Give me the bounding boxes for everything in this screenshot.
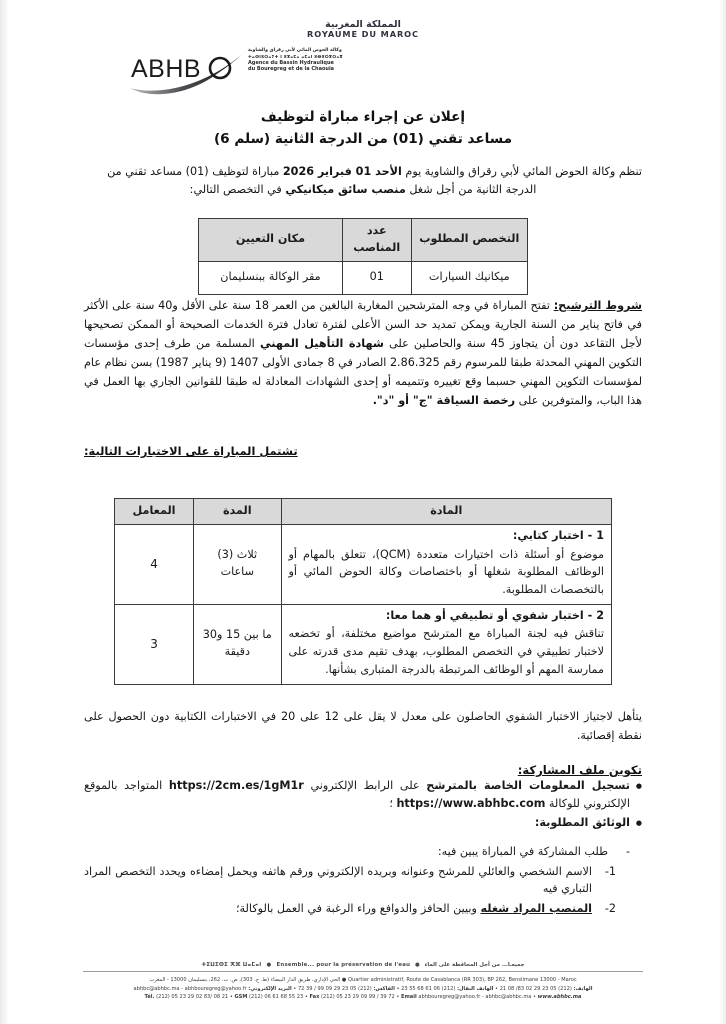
posts-col-count: عدد المناصب xyxy=(342,219,411,262)
bullet1-registration-label: تسجيل المعلومات الخاصة بالمترشح xyxy=(426,779,630,792)
list-item xyxy=(84,777,642,813)
kingdom-heading-french: ROYAUME DU MAROC xyxy=(307,29,419,40)
exams-cell-duration-1: ثلاث (3) ساعات xyxy=(194,524,281,604)
footer-email-label-ar: البريد الإلكتروني: xyxy=(248,985,292,992)
footer-contact-block xyxy=(63,976,663,1002)
posts-table-header-row xyxy=(199,219,528,262)
posts-col-location: مكان التعيين xyxy=(199,219,343,262)
bullet1-text-c: المتواجد بالموقع الإلكتروني للوكالة xyxy=(84,779,630,811)
intro-post: منصب سائق ميكانيكي xyxy=(285,183,406,197)
posts-cell-count: 01 xyxy=(342,261,411,294)
footer-email-label: Email xyxy=(401,994,417,1001)
conditions-paragraph xyxy=(84,296,642,410)
conditions-lead: شروط الترشيح: xyxy=(553,299,643,312)
posts-table xyxy=(198,218,528,295)
list-item xyxy=(84,843,642,861)
exams-cell-coefficient-1: 4 xyxy=(115,524,194,604)
required-documents-list xyxy=(84,843,642,920)
exams-cell-duration-2: ما بين 15 و30 دقيقة xyxy=(194,604,281,684)
bullet1-text-b: على الرابط الإلكتروني xyxy=(303,779,427,792)
footer-divider xyxy=(83,971,643,972)
intro-paragraph xyxy=(84,163,642,199)
list-item xyxy=(84,900,642,918)
footer-fax-label-ar: الفاكس: xyxy=(373,985,395,992)
footer-slogan-separator-2: ● xyxy=(266,961,272,968)
svg-text:ABHB: ABHB xyxy=(131,55,202,83)
footer-contact-latin-line: Tél. (212) 05 23 29 02 83/ 08 21 • GSM (212) 06 61 68 55 23 • Fax (212) 05 23 29 09 99 / 39 72 • Email abhbouregreg@yahoo.fr - abhbc@abhbc.ma • www.abhbc.ma xyxy=(144,994,582,1001)
registration-link[interactable]: https://2cm.es/1gM1r xyxy=(168,779,304,792)
file-section-title: تكوين ملف المشاركة: xyxy=(517,763,642,777)
footer-gsm-ar: (212) 06 61 68 55 23 xyxy=(401,985,456,992)
agency-logo xyxy=(128,44,378,102)
conditions-bold-certificate: شهادة التأهيل المهني xyxy=(259,337,384,351)
item-2-highlight: المنصب المراد شغله xyxy=(480,902,592,916)
footer-fax-label: Fax xyxy=(309,994,320,1001)
footer-email-ar: abhbc@abhbc.ma - abhbouregreg@yahoo.fr xyxy=(133,985,247,992)
footer-website[interactable]: www.abhbc.ma xyxy=(537,994,582,1001)
footer-address-arabic: الحي الإداري، طريق الدار البيضاء (ط. ج. 303)، ص. ب. 262، بنسليمان 13000 - المغرب xyxy=(149,976,341,983)
conditions-bold-license: رخصة السياقة "ج" أو "د". xyxy=(372,394,516,408)
exams-col-subject: المادة xyxy=(281,499,612,525)
posts-cell-location: مقر الوكالة ببنسليمان xyxy=(199,261,343,294)
footer-slogan-french: Ensemble... pour la préservation de l'eau xyxy=(276,961,411,968)
posts-col-specialty: التخصص المطلوب xyxy=(411,219,527,262)
dash-marker: - xyxy=(625,845,630,858)
item-2-marker: 2- xyxy=(604,902,616,916)
exams-col-coefficient: المعامل xyxy=(115,499,194,525)
footer-gsm: (212) 06 61 68 55 23 xyxy=(249,994,304,1001)
footer-gsm-label-ar: الهاتف النقال: xyxy=(456,985,494,992)
page-title-line1: إعلان عن إجراء مباراة لتوظيف xyxy=(260,109,466,125)
page-footer xyxy=(0,962,726,1002)
conditions-text-a: تفتح المباراة في وجه المترشحين المغاربة البالغين من العمر 18 سنة على الأقل و40 سنة على الأكثر في فاتح يناير من السنة الجارية ويمكن تمديد حد السن الأعلى لفترة تعادل فترة الخدمات الصحيحة أو الممكن تصحيحها لأجل التقاعد دون أن يتجاوز 45 سنة والحاصلين على xyxy=(84,299,642,351)
exams-cell-coefficient-2: 3 xyxy=(115,604,194,684)
posts-cell-specialty: ميكانيك السيارات xyxy=(411,261,527,294)
agency-website-link[interactable]: https://www.abhbc.com xyxy=(396,797,546,811)
exams-intro-line: تشتمل المباراة على الاختبارات التالية: xyxy=(84,444,298,458)
footer-phone-ar: (212) 05 23 29 02 83/ 08 21 xyxy=(499,985,572,992)
abhbc-logo-mark xyxy=(128,44,248,100)
exam-2-title: 2 - اختبار شفوي أو تطبيقي أو هما معا: xyxy=(385,608,604,622)
agency-name-french-line1: Agence du Bassin Hydraulique xyxy=(248,59,334,66)
table-row xyxy=(199,261,528,294)
exams-cell-subject-1 xyxy=(281,524,612,604)
footer-address-french: Quartier administratif, Route de Casablanca (RR 303), BP 262, Benslimane 13000 - Maroc xyxy=(347,976,577,983)
exams-table-header-row xyxy=(115,499,612,525)
footer-slogan xyxy=(0,962,726,968)
intro-part1: تنظم وكالة الحوض المائي لأبي رقراق والشاوية يوم xyxy=(401,165,642,178)
list-item xyxy=(84,863,642,898)
item-2-text: وبيين الحافز والدوافع وراء الرغبة في العمل بالوكالة؛ xyxy=(235,902,481,916)
kingdom-heading xyxy=(0,19,726,40)
footer-slogan-tifinagh: ⵜⵉⵡⵉⵙⵉ ⵅⴼ ⵡⴰⵎⴰⵏ xyxy=(201,961,262,968)
conditions-text-c: المسلمة من طرف إحدى مؤسسات التكوين المهني المحدثة طبقا للمرسوم رقم 2.86.325 الصادر في 8 جمادى الأولى 1407 (9 يناير 1987) بسن نظام عام لمؤسسات التكوين المهني حسبما وقع تغييره وتتميمه أو إحدى الشهادات المعادلة له طبقا للقوانين الجاري بها العمل في هذا الباب، والمتوفرين على xyxy=(84,337,642,408)
footer-fax: (212) 05 23 29 09 99 / 39 72 xyxy=(321,994,395,1001)
footer-slogan-separator-1: ● xyxy=(415,961,420,968)
average-note-paragraph: يتأهل لاجتياز الاختبار الشفوي الحاصلون على معدل لا يقل على 12 على 20 في الاختبارات الكتابية دون الحصول على نقطة إقصائية. xyxy=(84,710,642,742)
footer-gsm-label: GSM xyxy=(234,994,248,1001)
footer-email: abhbouregreg@yahoo.fr - abhbc@abhbc.ma xyxy=(418,994,532,1001)
intro-part2: مباراة لتوظيف (01) مساعد تقني من الدرجة الثانية من أجل شغل xyxy=(107,165,537,197)
exam-1-desc: موضوع أو أسئلة ذات اختيارات متعددة (QCM)، تتعلق بالمهام أو الوظائف المطلوبة شغلها أو باختصاصات وكالة الحوض المائي أو بالتخصصات المطلوبة. xyxy=(288,547,604,596)
agency-name-french-line2: du Bouregreg et de la Chaouia xyxy=(248,65,335,72)
documents-intro-text: طلب المشاركة في المباراة يبين فيه: xyxy=(437,845,608,858)
footer-tel: (212) 05 23 29 02 83/ 08 21 xyxy=(156,994,229,1001)
list-item xyxy=(84,814,642,832)
footer-tel-label: Tél. xyxy=(144,994,155,1001)
kingdom-heading-arabic: المملكة المغربية xyxy=(325,19,401,30)
agency-name-arabic: وكالة الحوض المائي لأبي رقراق والشاوية xyxy=(248,48,342,53)
exams-cell-subject-2 xyxy=(281,604,612,684)
bullet2-required-docs-label: الوثائق المطلوبة: xyxy=(534,816,630,830)
agency-name-tifinagh: ⵜⴰⵙⵏⵓⵔⴰⵢⵜ ⵏ ⵓⴳⴰⵎⴰ ⴰⵎⴰⵏ ⵓⴱⵓⵔⴳⵔⴰⴳ xyxy=(248,54,343,60)
footer-address-separator: ● xyxy=(341,976,347,983)
exams-col-duration: المدة xyxy=(194,499,281,525)
file-section-bullets xyxy=(84,777,642,833)
exam-2-desc: تناقش فيه لجنة المباراة مع المترشح مواضيع مختلفة، أو تخضعه لاختبار تطبيقي في التخصص المطلوب، بهدف تقيم مدى قدرته على ممارسة المهم أو الوظائف المرتبطة بالدرجة المتبارى بشأنها. xyxy=(288,627,604,676)
exam-1-title: 1 - اختبار كتابي: xyxy=(512,528,604,542)
intro-date: الأحد 01 فبراير 2026 xyxy=(282,165,402,178)
page-title xyxy=(0,106,726,150)
agency-logo-text xyxy=(248,48,378,72)
footer-phones-arabic-line: الهاتف: (212) 05 23 29 02 83/ 08 21 • الهاتف النقال: (212) 06 61 68 55 23 • الفاكس: (212) 05 23 29 09 99 / 39 72 • البريد الإلكتروني: abhbc@abhbc.ma - abhbouregreg@yahoo.fr xyxy=(133,985,593,992)
bullet1-text-d: ؛ xyxy=(389,797,397,811)
exams-table xyxy=(114,498,612,685)
intro-part3: في التخصص التالي: xyxy=(189,183,286,197)
table-row xyxy=(115,524,612,604)
footer-slogan-arabic: جميعـا... من أجل المحافظة على الماء xyxy=(424,961,525,968)
item-1-marker: 1- xyxy=(604,864,616,878)
footer-phone-label-ar: الهاتف: xyxy=(573,985,593,992)
footer-address-line xyxy=(63,976,663,985)
footer-fax-ar: (212) 05 23 29 09 99 / 39 72 xyxy=(297,985,372,992)
table-row xyxy=(115,604,612,684)
page-title-line2: مساعد تقني (01) من الدرجة الثانية (سلم 6) xyxy=(213,131,513,148)
item-1-text: الاسم الشخصي والعائلي للمرشح وعنوانه وبريده الإلكتروني ورقم هاتفه ويحمل إمضاءه ويحدد التخصص المراد التباري فيه xyxy=(84,864,592,896)
